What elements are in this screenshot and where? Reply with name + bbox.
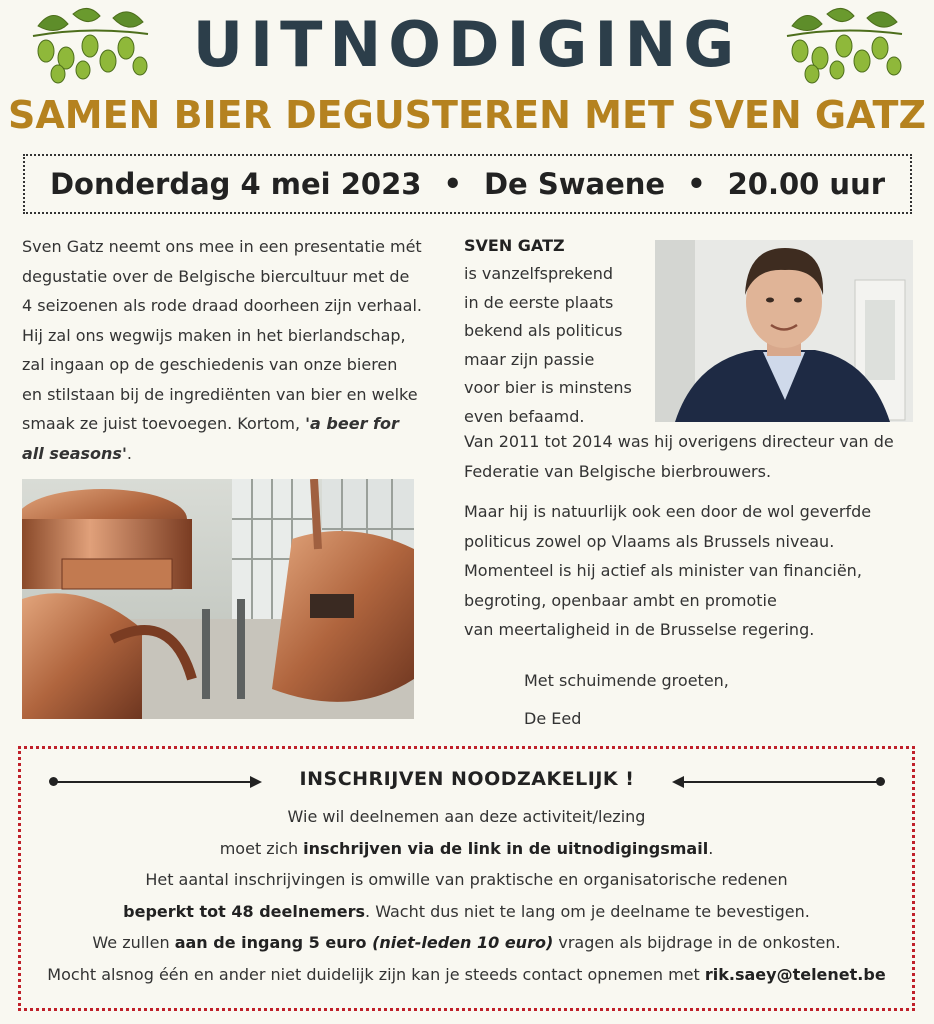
bio-politics-line: politicus zowel op Vlaams als Brussels niveau. <box>464 531 835 551</box>
registration-link-note: inschrijven via de link in de uitnodigingsmail <box>303 838 709 858</box>
event-date: Donderdag 4 mei 2023 <box>49 167 422 201</box>
bio-short <box>464 260 649 431</box>
bio-politics-line: Maar hij is natuurlijk ook een door de wol geverfde <box>464 502 872 521</box>
bio-politics-line: van meertaligheid in de Brusselse regering. <box>464 620 815 639</box>
intro-paragraph <box>22 232 422 468</box>
closing <box>524 662 729 738</box>
registration-line: Wie wil deelnemen aan deze activiteit/lezing <box>287 807 646 826</box>
registration-heading: INSCHRIJVEN NOODZAKELIJK ! <box>299 768 635 790</box>
entry-fee: aan de ingang 5 euro <box>174 933 373 952</box>
bio-politics-line: begroting, openbaar ambt en promotie <box>464 590 777 610</box>
bio-line: in de eerste plaats <box>464 292 614 312</box>
arrow-dot-right-icon <box>876 777 885 786</box>
page-subtitle: SAMEN BIER DEGUSTEREN MET SVEN GATZ <box>8 93 926 137</box>
arrow-left-line-icon <box>679 781 879 783</box>
intro-emphasis: 'a beer for all seasons' <box>22 414 399 463</box>
separator-dot: • <box>443 167 462 201</box>
portrait-photo <box>655 240 913 422</box>
bio-politics-line: Momenteel is hij actief als minister van financiën, <box>464 561 862 580</box>
non-member-fee: (niet-leden 10 euro) <box>372 933 554 952</box>
event-venue: De Swaene <box>483 167 666 201</box>
event-details-box <box>23 154 912 214</box>
bio-line: voor bier is minstens <box>464 378 632 397</box>
participant-limit: beperkt tot 48 deelnemers <box>123 901 366 921</box>
brewery-photo <box>22 479 414 719</box>
registration-line: moet zich inschrijven via de link in de uitnodigingsmail. <box>219 838 714 858</box>
signature: De Eed <box>524 709 582 728</box>
greeting-text: Met schuimende groeten, <box>524 671 729 690</box>
bio-politics <box>464 497 924 645</box>
page-title: UITNODIGING <box>192 8 742 81</box>
registration-text <box>18 801 915 990</box>
bio-line: maar zijn passie <box>464 349 595 369</box>
intro-text: Sven Gatz neemt ons mee in een presentatie mét degustatie over de Belgische biercultuur met de 4 seizoenen als rode draad doorheen zijn verhaal. Hij zal ons wegwijs maken in het bierlandschap, zal ingaan op de geschiedenis van onze bieren en stilstaan bij de ingrediënten van bier en welke smaak ze juist toevoegen. Kortom, <box>22 237 422 433</box>
bio-line: is vanzelfsprekend <box>464 264 613 283</box>
registration-line: beperkt tot 48 deelnemers. Wacht dus niet te lang om je deelname te bevestigen. <box>123 901 810 921</box>
contact-email-link[interactable]: rik.saey@telenet.be <box>704 964 886 984</box>
separator-dot: • <box>687 167 706 201</box>
bio-line: even befaamd. <box>464 406 585 426</box>
event-time: 20.00 uur <box>727 167 886 201</box>
registration-line: We zullen aan de ingang 5 euro (niet-leden 10 euro) vragen als bijdrage in de onkosten. <box>92 933 841 952</box>
intro-end: . <box>126 443 132 463</box>
bio-line: bekend als politicus <box>464 321 623 340</box>
registration-line: Het aantal inschrijvingen is omwille van praktische en organisatorische redenen <box>145 870 788 889</box>
registration-line: Mocht alsnog één en ander niet duidelijk zijn kan je steeds contact opnemen met rik.saey@telenet.be <box>47 964 886 984</box>
bio-career: Van 2011 tot 2014 was hij overigens directeur van de Federatie van Belgische bierbrouwers. <box>464 432 894 481</box>
bio-name: SVEN GATZ <box>464 236 565 255</box>
